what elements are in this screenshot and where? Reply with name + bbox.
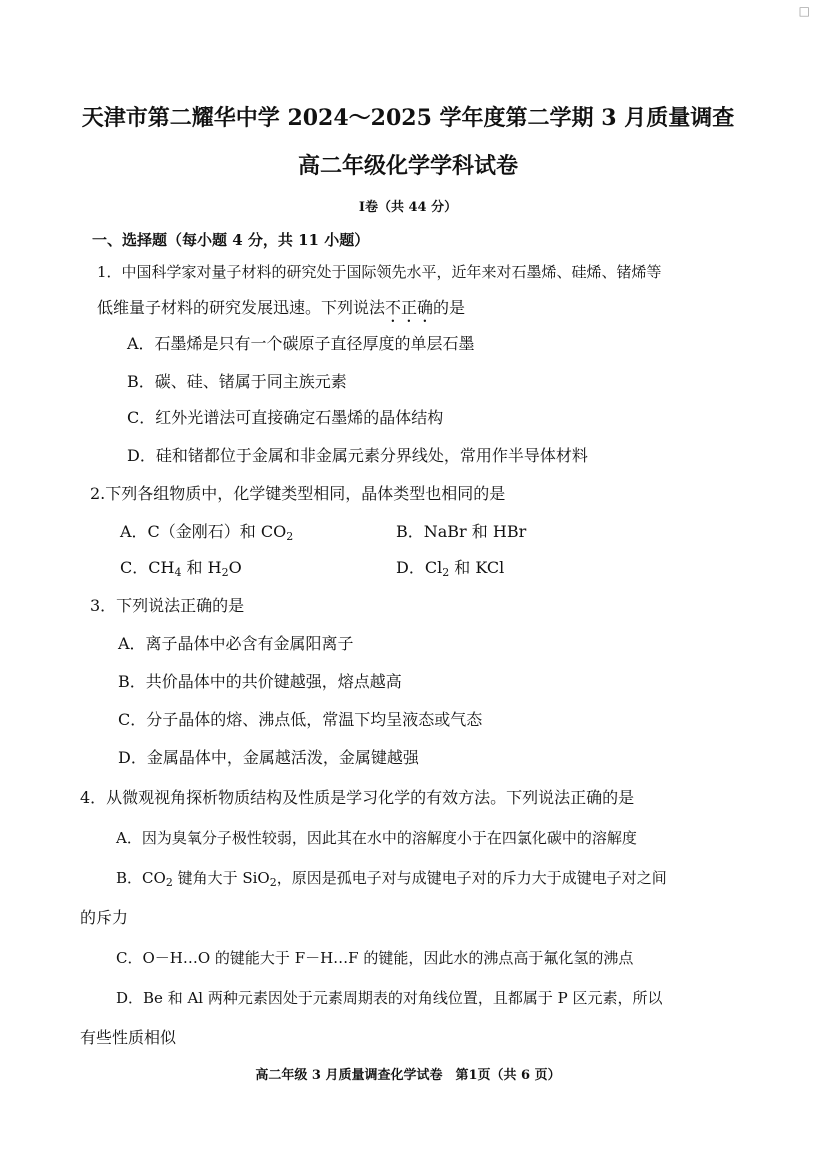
q1-option-d: D．硅和锗都位于金属和非金属元素分界线处，常用作半导体材料 [127, 446, 588, 465]
q3-option-a: A．离子晶体中必含有金属阳离子 [118, 634, 354, 653]
q2-option-a: A．C（金刚石）和 $CO_2$ [120, 522, 294, 543]
q3-option-c: C．分子晶体的熔、沸点低，常温下均呈液态或气态 [118, 710, 483, 729]
q2-option-b: B．NaBr 和 HBr [396, 522, 527, 541]
page-footer: 高二年级 3 月质量调查化学试卷 第1页（共 6 页） [255, 1068, 561, 1083]
volume-label: Ⅰ卷（共 44 分） [358, 200, 458, 215]
q1-stem-line1: 1．中国科学家对量子材料的研究处于国际领先水平，近年来对石墨烯、硅烯、锗烯等 [97, 263, 662, 281]
emphasis-not-correct: 不正确 [385, 298, 434, 317]
q2-option-d: D．$Cl_2$ 和 KCl [396, 558, 505, 579]
q1-stem-line2: 低维量子材料的研究发展迅速。下列说法不正确的是 [97, 298, 466, 317]
q1-option-b: B．碳、硅、锗属于同主族元素 [127, 372, 347, 391]
section-heading: 一、选择题（每小题 4 分，共 11 小题） [92, 231, 370, 249]
q2-stem: 2.下列各组物质中，化学键类型相同，晶体类型也相同的是 [90, 484, 506, 503]
q4-option-b: B．$CO_2$ 键角大于 SiO$_2$，原因是孤电子对与成键电子对的斥力大于成键电子对之间 [116, 869, 667, 889]
q4-option-b-continued: 的斥力 [80, 908, 129, 927]
exam-subtitle: 高二年级化学学科试卷 [297, 153, 518, 179]
q3-option-b: B．共价晶体中的共价键越强，熔点越高 [118, 672, 402, 691]
q1-option-c: C．红外光谱法可直接确定石墨烯的晶体结构 [127, 408, 444, 427]
q4-option-d-line2: 有些性质相似 [80, 1028, 177, 1047]
q4-option-a: A．因为臭氧分子极性较弱，因此其在水中的溶解度小于在四氯化碳中的溶解度 [116, 829, 637, 847]
exam-title: 天津市第二耀华中学 2024～2025 学年度第二学期 3 月质量调查 [81, 105, 735, 131]
q4-option-d-line1: D．Be 和 Al 两种元素因处于元素周期表的对角线位置，且都属于 P 区元素，所以 [116, 989, 663, 1007]
q1-option-a: A．石墨烯是只有一个碳原子直径厚度的单层石墨 [127, 334, 475, 353]
corner-mark: □ [798, 4, 810, 18]
q4-stem: 4．从微观视角探析物质结构及性质是学习化学的有效方法。下列说法正确的是 [80, 788, 635, 807]
q3-stem: 3．下列说法正确的是 [90, 596, 245, 615]
q3-option-d: D．金属晶体中，金属越活泼，金属键越强 [118, 748, 419, 767]
q2-option-c: C．$CH_4$ 和 $H_2O$ [120, 558, 242, 579]
q4-option-c: C．O－H…O 的键能大于 F－H…F 的键能，因此水的沸点高于氟化氢的沸点 [116, 949, 634, 967]
